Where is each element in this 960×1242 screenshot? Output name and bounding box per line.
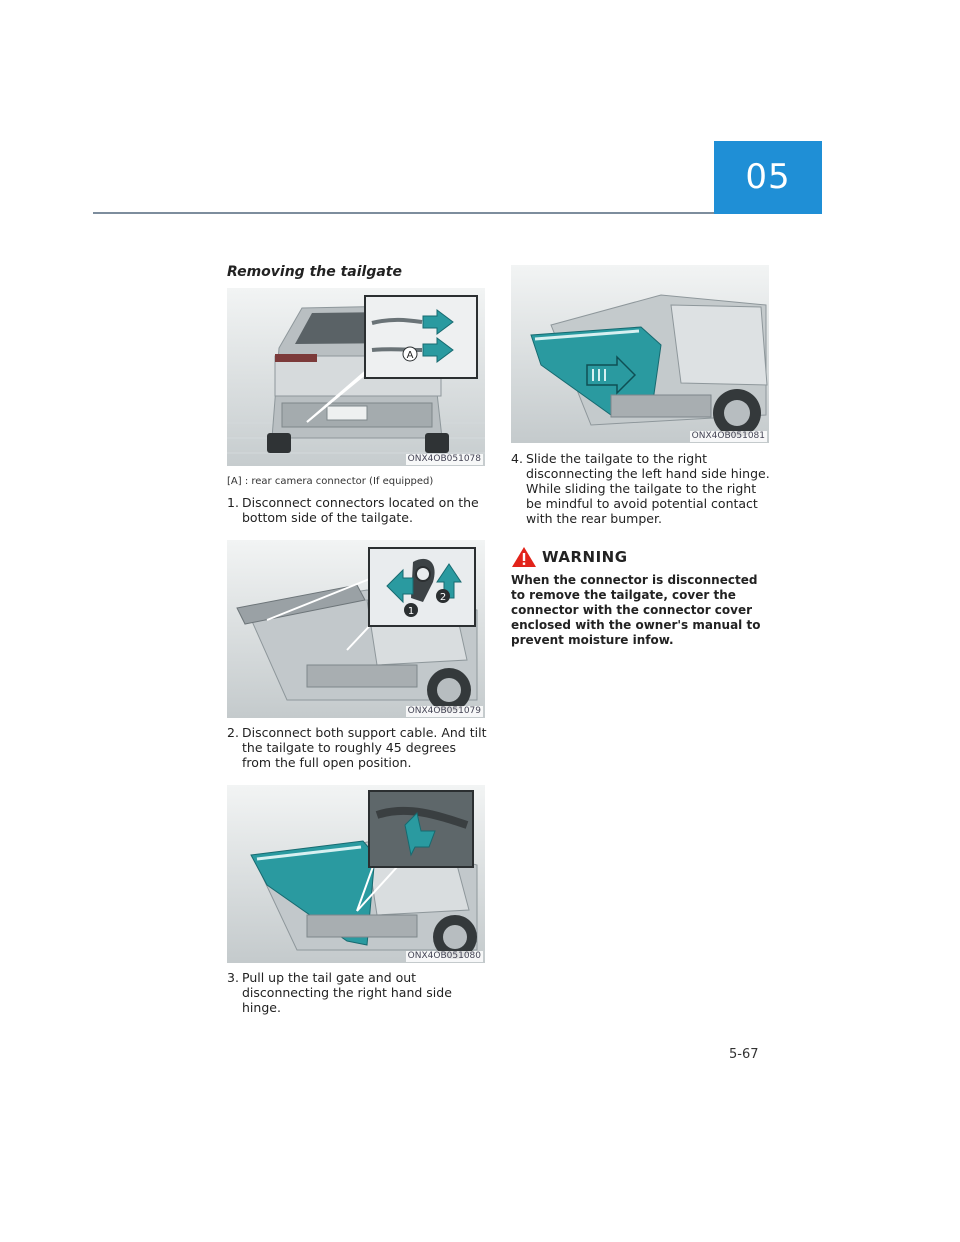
step-2	[227, 725, 487, 770]
warning-label: WARNING	[542, 548, 628, 566]
figure-3-illustration	[227, 785, 485, 963]
callout-a-label: A	[406, 350, 414, 361]
warning-text: When the connector is disconnected to remove the tailgate, cover the connector with the connector cover enclosed with the owner's manual to prevent moisture infow.	[511, 573, 761, 647]
section-title: Removing the tailgate	[227, 264, 402, 280]
header-rule	[93, 212, 714, 214]
figure-4-illustration	[511, 265, 769, 443]
step-3	[227, 970, 487, 1015]
figure-support-cable	[227, 540, 485, 718]
figure-code: ONX4OB051079	[407, 706, 481, 716]
step-4	[511, 451, 771, 526]
callout-1	[404, 603, 418, 617]
step-text: Pull up the tail gate and out disconnecting the right hand side hinge.	[242, 970, 452, 1015]
warning-heading	[511, 546, 628, 568]
callout-2	[436, 589, 450, 603]
callout-2-label: 2	[439, 592, 447, 603]
figure-code: ONX4OB051080	[407, 951, 481, 961]
callout-a	[403, 347, 417, 361]
step-number: 3.	[227, 970, 239, 985]
step-number: 1.	[227, 495, 239, 510]
figure-2-illustration	[227, 540, 485, 718]
step-text: Slide the tailgate to the right disconnecting the left hand side hinge. While sliding the tailgate to the right be mindful to avoid potential contact with the rear bumper.	[526, 451, 770, 526]
figure-caption: [A] : rear camera connector (If equipped)	[227, 476, 434, 487]
figure-code: ONX4OB051081	[691, 431, 765, 441]
figure-1-illustration	[227, 288, 485, 466]
chapter-tab: 05	[714, 141, 822, 214]
warning-triangle-icon	[511, 546, 537, 568]
figure-rear-camera-connector	[227, 288, 485, 466]
callout-1-label: 1	[407, 606, 415, 617]
step-number: 4.	[511, 451, 523, 466]
page-number: 5-67	[729, 1047, 759, 1062]
step-1	[227, 495, 487, 525]
step-text: Disconnect both support cable. And tilt the tailgate to roughly 45 degrees from the full open position.	[242, 725, 487, 770]
step-number: 2.	[227, 725, 239, 740]
figure-slide-tailgate	[511, 265, 769, 443]
step-text: Disconnect connectors located on the bottom side of the tailgate.	[242, 495, 479, 525]
figure-tilt-tailgate	[227, 785, 485, 963]
figure-code: ONX4OB051078	[407, 454, 481, 464]
